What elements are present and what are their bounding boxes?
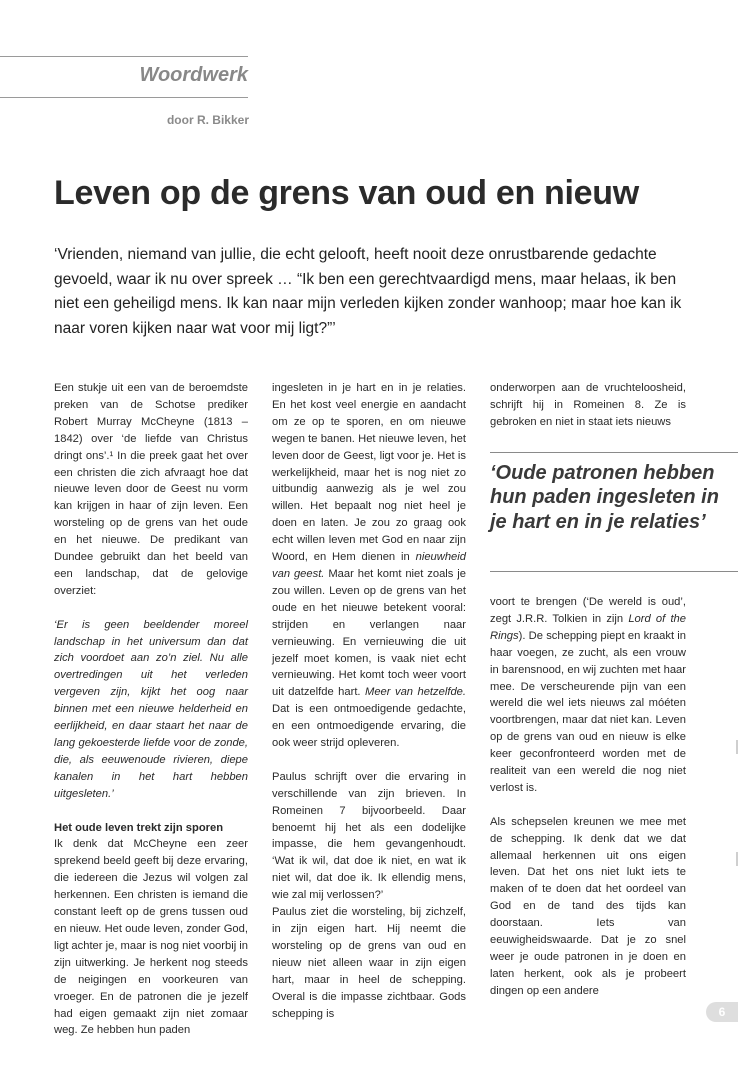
subheading: Het oude leven trekt zijn sporen <box>54 821 224 834</box>
emphasis: nieuwheid van geest. <box>272 551 466 580</box>
article-title: Leven op de grens van oud en nieuw <box>54 174 639 212</box>
page-number: 6 <box>706 1002 738 1022</box>
pull-quote-rule-top <box>490 452 738 453</box>
block-quote: ‘Er is geen beeldender moreel landschap in het universum dan dat zich voordoet aan zo’n ziel. Nu alle overtredingen uit het verleden vergeven zijn, kijkt het oog naar binnen met een nieuwe helderheid en eerlijkheid, en daar staart het naar de lang gekoesterde liefde voor de zonde, die, als eeuwenoude rivieren, diepe kanalen in het hart hebben uitgesleten.’ <box>54 618 248 800</box>
paragraph: onderworpen aan de vruchteloosheid, schrijft hij in Romeinen 8. Ze is gebroken en niet in staat iets nieuws <box>490 382 686 428</box>
paragraph: voort te brengen (‘De wereld is oud’, zegt J.R.R. Tolkien in zijn Lord of the Rings). De schepping piept en kraakt in haar voegen, ze zucht, als een vrouw in barensnood, en wij zuchten met haar mee. De verscheurende pijn van een wereld die wel iets nieuws zal móéten voortbrengen, maar dat niet kan. Leven op de grens van oud en nieuw is elke keer geconfronteerd worden met de realiteit van een wereld die nog niet verlost is. <box>490 596 686 794</box>
emphasis: Meer van hetzelfde. <box>365 686 466 699</box>
column-3-bottom <box>490 594 686 1000</box>
intro-quote: ‘Vrienden, niemand van jullie, die echt gelooft, heeft nooit deze onrustbarende gedachte gevoeld, waar ik nu over spreek … “Ik ben een gerechtvaardigd mens, maar helaas, ik ben niet een geheiligd mens. Ik kan naar mijn verleden kijken zonder wanhoop; maar hoe kan ik naar voren kijken naar wat voor mij ligt?”’ <box>54 246 682 337</box>
pull-quote-rule-bottom <box>490 571 738 572</box>
paragraph: Paulus ziet die worsteling, bij zichzelf, in zijn eigen hart. Hij neemt die worsteling op de grens van oud en nieuw niet alleen waar in zijn eigen hart, maar in heel de schepping. Overal is die impasse zichtbaar. Gods schepping is <box>272 906 466 1020</box>
paragraph: Een stukje uit een van de beroemdste preken van de Schotse prediker Robert Murray McCheyne (1813 – 1842) over ‘de liefde van Christus dringt ons’.¹ In die preek gaat het over een christen die zich afvraagt hoe dat nieuwe leven door de Geest nu vorm kan krijgen in haar of zijn leven. Een worsteling op de grens van het oude en het nieuwe. De predikant van Dundee gebruikt dan het beeld van een landschap, dat de gelovige overziet: <box>54 382 248 597</box>
pull-quote: ‘Oude patronen hebben hun paden ingesleten in je hart en in je relaties’ <box>490 462 719 533</box>
column-3-top <box>490 380 686 431</box>
section-label: Woordwerk <box>139 64 248 86</box>
header-rule-top <box>0 56 248 57</box>
paragraph: ingesleten in je hart en in je relaties. En het kost veel energie en aandacht om ze op te sporen, en om nieuwe wegen te banen. Het nieuwe leven, het leven door de Geest, ligt voor je. Het is werkelijkheid, maar het is nog niet zo uitbundig aanwezig als je wel zou willen. Het bepaalt nog niet heel je doen en laten. Je zou zo graag ook echt willen leven met God en naar zijn Woord, en Hem dienen in nieuwheid van geest. Maar het komt niet zoals je zou willen. Leven op de grens van het oude en het nieuwe betekent vooral: strijden en verlangen naar vernieuwing. En vernieuwing die uit jezelf moet komen, is vaak niet echt vernieuwing. Het komt toch weer voort uit datzelfde hart. Meer van hetzelfde. Dat is een ontmoedigende gedachte, en een ontmoedigende ervaring, die ook weer strijd opleveren. <box>272 382 466 750</box>
paragraph: Paulus schrijft over die ervaring in verschillende van zijn brieven. In Romeinen 7 bijvoorbeeld. Daar benoemt hij het als een dodelijke impasse, die hem gevangenhoudt. ‘Wat ik wil, dat doe ik niet, en wat ik niet wil, dat doe ik. Ik ellendig mens, wie zal mij verlossen?’ <box>272 770 466 902</box>
column-2 <box>272 380 466 1022</box>
paragraph: Ik denk dat McCheyne een zeer sprekend beeld geeft bij deze ervaring, die iedereen die Jezus wil volgen zal herkennen. Een christen is iemand die constant leeft op de grens tussen oud en nieuw. Het oude leven, zonder God, ligt achter je, maar is nog niet voorbij in zijn uitwerking. Je herkent nog steeds de neigingen en voorkeuren van vroeger. En de patronen die je jezelf had eigen gemaakt zijn niet zomaar weg. Ze hebben hun paden <box>54 838 249 1037</box>
author-byline: door R. Bikker <box>166 113 249 127</box>
emphasis: Lord of the Rings <box>490 612 686 642</box>
paragraph: Als schepselen kreunen we mee met de schepping. Ik denk dat we dat allemaal herkennen uit ons eigen leven. Dat het ons niet lukt iets te maken of te doen dat het oordeel van God en de tand des tijds kan doorstaan. Iets van eeuwigheidswaarde. Dat je zo snel weer je oude patronen in je doen en laten herkent, ook als je probeert dingen op een andere <box>490 815 686 997</box>
header-rule-bottom <box>0 97 248 98</box>
column-1 <box>54 380 248 1039</box>
